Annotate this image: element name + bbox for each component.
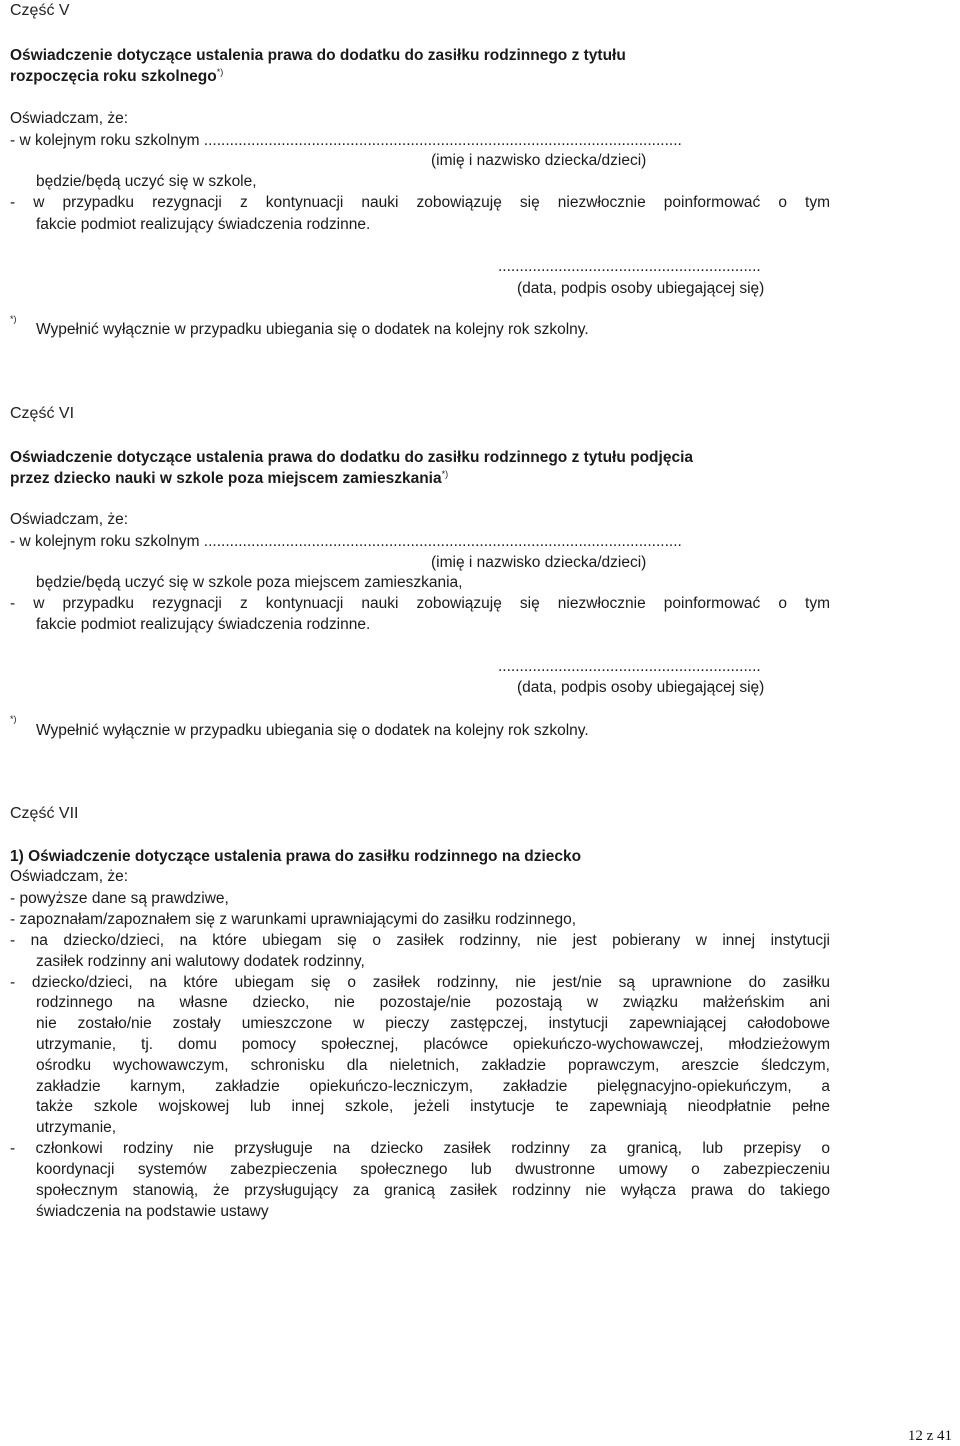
part7-title: Część VII: [10, 805, 79, 822]
part5-item1-caption: (imię i nazwisko dziecka/dzieci): [431, 152, 647, 169]
part7-intro: Oświadczam, że:: [10, 868, 129, 885]
part6-item1: - w kolejnym roku szkolnym ...............................................................................................................: [10, 533, 682, 550]
part7-line: - powyższe dane są prawdziwe,: [10, 890, 229, 907]
part5-intro: Oświadczam, że:: [10, 110, 129, 127]
part5-signature-field[interactable]: .............................................................: [498, 258, 761, 275]
part5-signature-caption: (data, podpis osoby ubiegającej się): [517, 280, 765, 297]
part7-line: - dziecko/dzieci, na które ubiegam się o zasiłek rodzinny, nie jest/nie są uprawnione do zasiłku: [10, 974, 830, 991]
page-number: 12 z 41: [907, 1428, 952, 1444]
part6-intro: Oświadczam, że:: [10, 511, 129, 528]
part7-line: także szkole wojskowej lub innej szkole, jeżeli instytucje te zapewniają nieodpłatnie pełne: [36, 1098, 830, 1115]
part7-line: zasiłek rodzinny ani walutowy dodatek rodzinny,: [36, 953, 365, 970]
part5-footnote-mark: *): [10, 314, 17, 324]
part6-item1-continuation: będzie/będą uczyć się w szkole poza miejscem zamieszkania,: [36, 574, 463, 591]
part7-line: koordynacji systemów zabezpieczenia społecznego lub dwustronne umowy o zabezpieczeniu: [36, 1161, 830, 1178]
part6-item2-line1: - w przypadku rezygnacji z kontynuacji nauki zobowiązuję się niezwłocznie poinformować o tym: [10, 595, 830, 612]
part6-item2-line2: fakcie podmiot realizujący świadczenia rodzinne.: [36, 616, 371, 633]
part7-line: zakładzie karnym, zakładzie opiekuńczo-leczniczym, zakładzie pielęgnacyjno-opiekuńczym, a: [36, 1078, 830, 1095]
part5-heading-footnote-mark: *): [216, 67, 224, 77]
part6-item1-caption: (imię i nazwisko dziecka/dzieci): [431, 554, 647, 571]
part5-item2-line1: - w przypadku rezygnacji z kontynuacji nauki zobowiązuję się niezwłocznie poinformować o tym: [10, 194, 830, 211]
part6-child-name-field[interactable]: ...............................................................................................................: [203, 533, 682, 550]
part5-heading-line1: Oświadczenie dotyczące ustalenia prawa do dodatku do zasiłku rodzinnego z tytułu: [10, 47, 626, 64]
part6-footnote-text: Wypełnić wyłącznie w przypadku ubiegania się o dodatek na kolejny rok szkolny.: [36, 722, 589, 739]
part7-line: społecznym stanowią, że przysługujący za granicą zasiłek rodzinny nie wyłącza prawa do takiego: [36, 1182, 830, 1199]
part5-item2-line2: fakcie podmiot realizujący świadczenia rodzinne.: [36, 216, 371, 233]
part7-line: nie zostało/nie zostały umieszczone w pieczy zastępczej, instytucji zapewniającej całodobowe: [36, 1015, 830, 1032]
part6-heading-line2: przez dziecko nauki w szkole poza miejscem zamieszkania*): [10, 469, 449, 488]
part6-signature-caption: (data, podpis osoby ubiegającej się): [517, 679, 765, 696]
part5-child-name-field[interactable]: ...............................................................................................................: [203, 132, 682, 149]
part7-line: utrzymanie, tj. domu pomocy społecznej, placówce opiekuńczo-wychowawczej, młodzieżowym: [36, 1036, 830, 1053]
part7-line: - członkowi rodziny nie przysługuje na dziecko zasiłek rodzinny za granicą, lub przepisy o: [10, 1140, 830, 1157]
part6-title: Część VI: [10, 405, 75, 422]
part5-item1-continuation: będzie/będą uczyć się w szkole,: [36, 173, 257, 190]
part5-footnote-text: Wypełnić wyłącznie w przypadku ubiegania się o dodatek na kolejny rok szkolny.: [36, 321, 589, 338]
part7-line: - zapoznałam/zapoznałem się z warunkami uprawniającymi do zasiłku rodzinnego,: [10, 911, 577, 928]
part7-line: utrzymanie,: [36, 1119, 117, 1136]
part5-heading-line2: rozpoczęcia roku szkolnego*): [10, 67, 224, 86]
part5-item1: - w kolejnym roku szkolnym ...............................................................................................................: [10, 132, 682, 149]
part6-footnote-mark: *): [10, 714, 17, 724]
part7-line: - na dziecko/dzieci, na które ubiegam się o zasiłek rodzinny, nie jest pobierany w innej instytucji: [10, 932, 830, 949]
part6-signature-field[interactable]: .............................................................: [498, 658, 761, 675]
part7-heading: 1) Oświadczenie dotyczące ustalenia prawa do zasiłku rodzinnego na dziecko: [10, 848, 582, 865]
part7-line: ośrodku wychowawczym, schronisku dla nieletnich, zakładzie poprawczym, areszcie śledczym,: [36, 1057, 830, 1074]
part5-title: Część V: [10, 2, 70, 19]
part6-heading-line1: Oświadczenie dotyczące ustalenia prawa do dodatku do zasiłku rodzinnego z tytułu podjęcia: [10, 449, 693, 466]
part7-line: rodzinnego na własne dziecko, nie pozostaje/nie pozostają w związku małżeńskim ani: [36, 994, 830, 1011]
part6-heading-footnote-mark: *): [441, 469, 449, 479]
part7-line: świadczenia na podstawie ustawy: [36, 1203, 269, 1220]
